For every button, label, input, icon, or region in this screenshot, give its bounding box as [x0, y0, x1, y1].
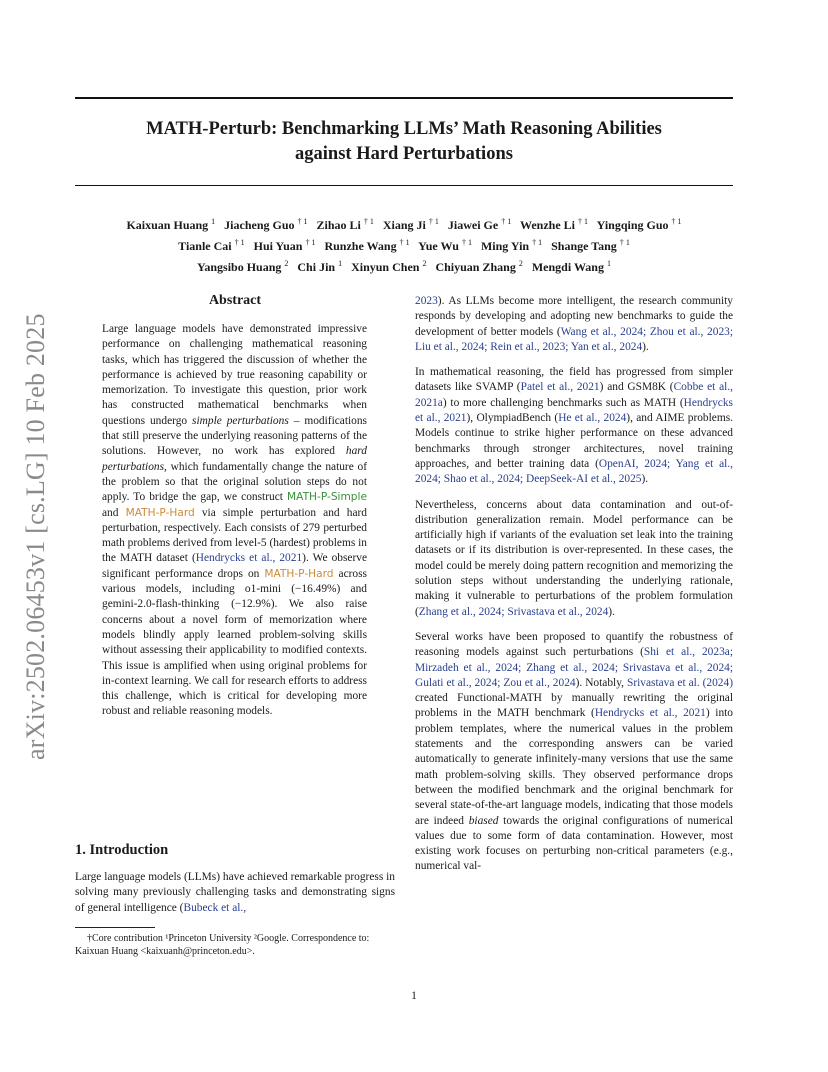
- title-bottom-rule: [75, 185, 733, 186]
- paragraph-text: ) into problem templates, where the numerical values in the problem statements and the corresponding answers can be varied automatically to generate infinitely-many versions that use the same math problem-solving skills. They observed performance drops between the modified benchmark and the original benchmark for several state-of-the-art language models, indicating that those models are indeed: [415, 707, 733, 827]
- abstract-text: [102, 322, 367, 720]
- abstract-emphasis: hard perturbations: [102, 445, 367, 473]
- footnote: †Core contribution ¹Princeton University ²Google. Correspondence to: Kaixuan Huang <kaixuanh@princeton.edu>.: [75, 933, 370, 958]
- author-affiliation: † 1: [297, 217, 308, 226]
- author-name: Shange Tang: [551, 239, 617, 253]
- section-heading-introduction: 1. Introduction: [75, 842, 169, 858]
- footnote-rule: [75, 927, 155, 928]
- paragraph: [415, 365, 733, 487]
- right-column: [415, 294, 733, 885]
- author-line-1: [75, 213, 733, 234]
- author-name: Yingqing Guo: [596, 218, 669, 232]
- citation-link[interactable]: Hendrycks et al., 2021: [415, 396, 733, 425]
- citation-link[interactable]: Srivastava et al. (2024): [626, 676, 733, 689]
- paragraph-text: ) and GSM8K (: [599, 381, 674, 394]
- author-name: Runzhe Wang: [324, 239, 397, 253]
- paragraph-text: ), and AIME problems. Models continue to strike higher performance on these advanced benchmarks through stronger architectures, novel training approaches, and better training data (: [415, 412, 733, 470]
- abstract-text-part: across various models, including o1-mini (−16.49%) and gemini-2.0-flash-thinking (−12.9%). We also raise concerns about a novel form of memorization where models blindly apply learned problem-solving skills without assessing their applicability to modified contexts. This issue is amplified when using original problems for in-context learning. We call for research efforts to address this challenge, which is critical for developing more robust and reliable reasoning models.: [102, 567, 367, 718]
- author-name: Chi Jin: [297, 260, 336, 274]
- citation-link[interactable]: Zhang et al., 2024; Srivastava et al., 2024: [418, 605, 609, 618]
- emphasis: biased: [468, 814, 499, 827]
- author-affiliation: † 1: [578, 217, 589, 226]
- citation-link[interactable]: Bubeck et al.,: [183, 901, 247, 914]
- author-name: Ming Yin: [480, 239, 530, 253]
- author-name: Mengdi Wang: [531, 260, 604, 274]
- paragraph-text: Several works have been proposed to quantify the robustness of reasoning models against such perturbations (: [415, 630, 733, 659]
- abstract-emphasis: simple perturbations: [192, 414, 289, 427]
- introduction-text: [75, 870, 395, 916]
- author-affiliation: † 1: [501, 217, 512, 226]
- citation-link[interactable]: Wang et al., 2024; Zhou et al., 2023; Liu et al., 2024; Rein et al., 2023; Yan et al., 2024: [415, 325, 733, 353]
- author-affiliation: 2: [284, 259, 289, 268]
- paragraph-text: ) to more challenging benchmarks such as MATH (: [442, 396, 684, 409]
- paragraph-text: ), OlympiadBench (: [466, 412, 559, 425]
- title-top-rule: [75, 97, 733, 99]
- citation-link[interactable]: Hendrycks et al., 2021: [195, 552, 303, 565]
- citation-link[interactable]: Cobbe et al., 2021a: [415, 381, 733, 409]
- paragraph-text: ). Notably,: [575, 676, 627, 689]
- abstract-text-part: via simple perturbation and hard perturbation, respectively. Each consists of 279 perturbed math problems derived from level-5 (hardest) problems in the MATH dataset (: [102, 506, 367, 565]
- author-name: Wenzhe Li: [520, 218, 576, 232]
- math-p-hard-label: MATH-P-Hard: [264, 567, 334, 580]
- math-p-simple-label: MATH-P-Simple: [287, 491, 367, 504]
- paragraph: [415, 498, 733, 620]
- author-affiliation: † 1: [532, 238, 543, 247]
- author-affiliation: † 1: [305, 238, 316, 247]
- citation-link[interactable]: Shi et al., 2023a; Mirzadeh et al., 2024; Zhang et al., 2024; Srivastava et al., 2024; Gulati et al., 2024; Zou et al., 2024: [415, 646, 733, 689]
- author-name: Xinyun Chen: [351, 260, 420, 274]
- paper-title: [75, 117, 733, 167]
- author-name: Yangsibo Huang: [197, 260, 282, 274]
- author-name: Jiacheng Guo: [224, 218, 295, 232]
- author-name: Kaixuan Huang: [126, 218, 209, 232]
- abstract-text-part: , which fundamentally change the nature of the problem so that the original solution steps do not apply. To bridge the gap, we construct: [102, 460, 367, 504]
- author-line-2: [75, 234, 733, 255]
- paragraph-text: towards the original configurations of numerical values due to some form of data contamination. However, most existing work focuses on perturbing non-critical parameters (e.g., numerical val-: [415, 814, 733, 873]
- abstract-text-part: – modifications that still preserve the underlying reasoning patterns of the solutions. However, no work has explored: [102, 414, 367, 458]
- arxiv-identifier-stamp: arXiv:2502.06453v1 [cs.LG] 10 Feb 2025: [21, 313, 50, 760]
- author-name: Jiawei Ge: [447, 218, 499, 232]
- author-affiliation: 1: [338, 259, 343, 268]
- author-affiliation: 1: [606, 259, 611, 268]
- abstract-text-part: ). We observe significant performance drops on: [102, 552, 367, 580]
- paragraph-text: created Functional-MATH by manually rewriting the original problems in the MATH benchmark (: [415, 692, 733, 720]
- author-affiliation: † 1: [363, 217, 374, 226]
- citation-link[interactable]: Patel et al., 2021: [520, 381, 600, 394]
- paragraph-text: In mathematical reasoning, the field has progressed from simpler datasets like SVAMP (: [415, 366, 733, 394]
- author-affiliation: † 1: [461, 238, 472, 247]
- paragraph: [415, 294, 733, 355]
- paragraph: [415, 630, 733, 875]
- abstract-text-part: and: [102, 506, 126, 519]
- title-line-2: against Hard Perturbations: [295, 144, 513, 164]
- math-p-hard-label: MATH-P-Hard: [125, 506, 195, 519]
- author-list: [75, 213, 733, 276]
- intro-text-part: Large language models (LLMs) have achieved remarkable progress in solving many previously challenging tasks and demonstrating signs of general intelligence (: [75, 871, 395, 914]
- paragraph-text: ). As LLMs become more intelligent, the research community responds by developing and adopting new benchmarks to guide the development of better models (: [415, 295, 733, 338]
- paragraph-text: ).: [641, 473, 649, 486]
- citation-link[interactable]: 2023: [415, 295, 438, 307]
- page-number: 1: [411, 990, 417, 1002]
- author-name: Yue Wu: [418, 239, 459, 253]
- citation-link[interactable]: Hendrycks et al., 2021: [594, 707, 706, 720]
- author-name: Chiyuan Zhang: [435, 260, 516, 274]
- author-affiliation: 1: [211, 217, 216, 226]
- title-line-1: MATH-Perturb: Benchmarking LLMs’ Math Reasoning Abilities: [146, 119, 662, 139]
- paragraph-text: ).: [608, 605, 615, 618]
- author-affiliation: † 1: [399, 238, 410, 247]
- author-name: Zihao Li: [316, 218, 361, 232]
- author-affiliation: 2: [518, 259, 523, 268]
- author-affiliation: † 1: [619, 238, 630, 247]
- citation-link[interactable]: OpenAI, 2024; Yang et al., 2024; Shao et al., 2024; DeepSeek-AI et al., 2025: [415, 457, 734, 486]
- author-affiliation: † 1: [428, 217, 439, 226]
- author-name: Xiang Ji: [382, 218, 426, 232]
- author-affiliation: † 1: [671, 217, 682, 226]
- author-affiliation: † 1: [234, 238, 245, 247]
- author-line-3: [75, 255, 733, 276]
- author-name: Hui Yuan: [253, 239, 303, 253]
- citation-link[interactable]: He et al., 2024: [558, 412, 627, 425]
- paragraph-text: ).: [642, 340, 649, 353]
- author-name: Tianle Cai: [178, 239, 232, 253]
- abstract-text-part: Large language models have demonstrated impressive performance on challenging mathematical reasoning tasks, which has triggered the discussion of whether the performance is achieved by true reasoning capability or memorization. To investigate this question, prior work has constructed mathematical benchmarks when questions undergo: [102, 323, 367, 427]
- abstract-heading: Abstract: [208, 293, 262, 308]
- author-affiliation: 2: [422, 259, 427, 268]
- paragraph-text: Nevertheless, concerns about data contamination and out-of-distribution generalization remain. Model performance can be artificially high if variants of the evaluation set leak into the training datasets or if its distribution is over-represented. In these cases, the model could be merely doing pattern recognition and memorizing the solution steps without understanding the underlying rationale, making it vulnerable to perturbations of the problem formulation (: [415, 498, 733, 618]
